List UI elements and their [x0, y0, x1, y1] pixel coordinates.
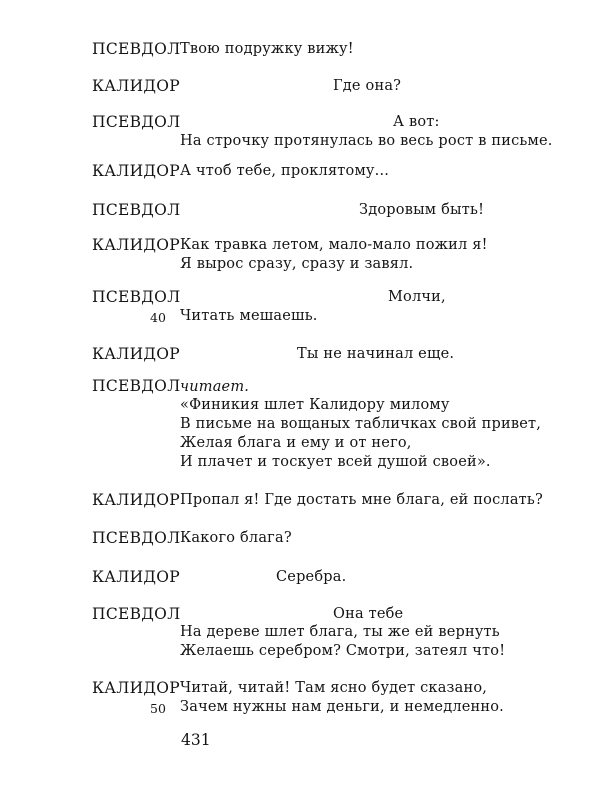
speaker-calidorus: КАЛИДОР — [92, 162, 181, 180]
verse-line: Я вырос сразу, сразу и завял. — [180, 256, 414, 272]
verse-line: Как травка летом, мало-мало пожил я! — [180, 237, 488, 253]
verse-line: Серебра. — [276, 569, 347, 585]
verse-line: А вот: — [393, 114, 440, 130]
verse-line: Твою подружку вижу! — [180, 41, 354, 57]
verse-line: Какого блага? — [180, 530, 292, 546]
speaker-calidorus: КАЛИДОР — [92, 568, 181, 586]
speaker-pseudolus: ПСЕВДОЛ — [92, 113, 181, 131]
speaker-pseudolus: ПСЕВДОЛ — [92, 288, 181, 306]
verse-line: На дереве шлет блага, ты же ей вернуть — [180, 624, 500, 640]
verse-line: Где она? — [333, 78, 402, 94]
speaker-calidorus: КАЛИДОР — [92, 679, 181, 697]
verse-line: Она тебе — [333, 606, 404, 622]
verse-line: В письме на вощаных табличках свой привет, — [180, 416, 542, 432]
verse-line: Ты не начинал еще. — [297, 346, 455, 362]
speaker-calidorus: КАЛИДОР — [92, 77, 181, 95]
verse-line: Зачем нужны нам деньги, и немедленно. — [180, 699, 504, 715]
verse-line: Желая блага и ему и от него, — [180, 435, 412, 451]
verse-line: Здоровым быть! — [359, 202, 485, 218]
speaker-pseudolus: ПСЕВДОЛ — [92, 377, 181, 395]
speaker-pseudolus: ПСЕВДОЛ — [92, 201, 181, 219]
verse-line: Пропал я! Где достать мне блага, ей послать? — [180, 492, 543, 508]
page-number: 431 — [181, 731, 211, 749]
speaker-calidorus: КАЛИДОР — [92, 236, 181, 254]
speaker-pseudolus: ПСЕВДОЛ — [92, 529, 181, 547]
verse-line: На строчку протянулась во весь рост в письме. — [180, 133, 553, 149]
verse-line: Читай, читай! Там ясно будет сказано, — [180, 680, 488, 696]
speaker-pseudolus: ПСЕВДОЛ — [92, 40, 181, 58]
line-number: 40 — [150, 310, 166, 325]
verse-line: А чтоб тебе, проклятому... — [180, 163, 390, 179]
verse-line: «Финикия шлет Калидору милому — [180, 397, 450, 413]
verse-line: Читать мешаешь. — [180, 308, 318, 324]
verse-line: Молчи, — [388, 289, 446, 305]
verse-line: И плачет и тоскует всей душой своей». — [180, 454, 491, 470]
verse-line: Желаешь серебром? Смотри, затеял что! — [180, 643, 506, 659]
stage-direction: читает. — [180, 379, 250, 395]
speaker-calidorus: КАЛИДОР — [92, 491, 181, 509]
line-number: 50 — [150, 701, 166, 716]
speaker-pseudolus: ПСЕВДОЛ — [92, 605, 181, 623]
speaker-calidorus: КАЛИДОР — [92, 345, 181, 363]
